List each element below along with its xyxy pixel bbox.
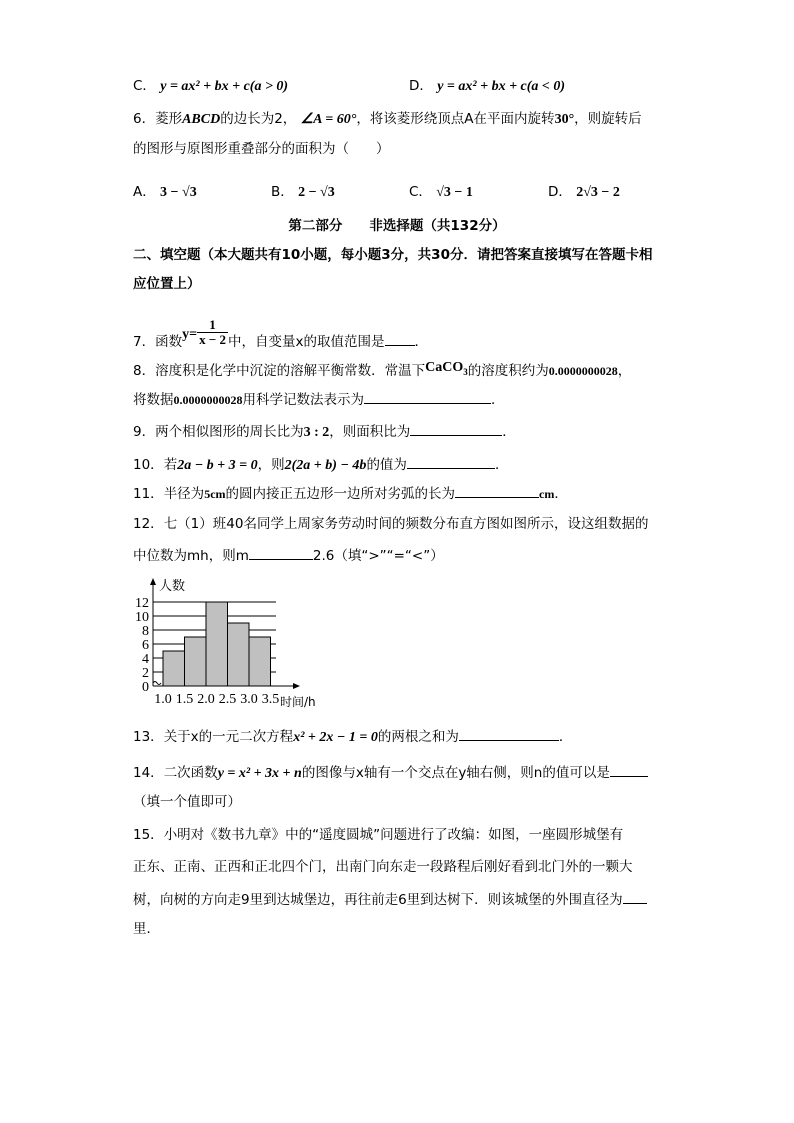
number-value: 0.0000000028 [548,364,618,378]
text: ． [558,729,573,745]
text: 的值为 [366,457,407,473]
option-label: D． [409,78,433,94]
y-tick-label: 0 [142,680,149,695]
chemical-formula [425,360,468,375]
question-9 [133,421,516,442]
question-10 [133,454,508,475]
answer-blank[interactable] [249,545,313,560]
axis-break-mark [153,682,161,685]
question-15-line3 [133,889,647,909]
option-label: C． [409,184,432,200]
chem-text: CaCO [425,360,464,375]
question-number: 10． [133,457,164,473]
radius: 5cm [204,487,226,501]
text: ，则面积比为 [329,424,411,440]
answer-blank[interactable] [623,889,647,904]
rotation-angle: 30° [554,112,575,127]
y-tick-label: 2 [142,666,149,681]
text: 半径为 [163,486,205,502]
text: 的溶度积约为 [467,363,549,379]
text: ， [617,363,632,379]
option-expr: 2 − √3 [298,185,335,200]
q6-option-a [133,180,197,201]
y-tick-label: 10 [135,610,149,625]
text: ，则 [257,457,285,473]
unit: cm [539,487,555,501]
text: 用科学记数法表示为 [242,392,364,408]
shape-name: ABCD [182,112,221,127]
question-12-line1 [133,515,648,533]
text: 小明对《数书九章》中的“遥度圆城”问题进行了改编：如图，一座圆形城堡有 [163,827,624,843]
question-11 [133,483,568,503]
option-expr: 3 − √3 [160,185,197,200]
y-tick-label: 8 [142,624,149,639]
answer-blank[interactable] [364,389,491,404]
x-tick-label: 3.0 [240,692,258,707]
text: ． [502,424,516,440]
answer-blank[interactable] [610,762,648,777]
x-axis-label: 时间/h [280,695,316,709]
option-expr: √3 − 1 [436,185,473,200]
equation: y = x² + 3x + n [217,766,302,781]
text: 中，自变量x的取值范围是 [228,334,385,350]
question-15-line2: 正东、正南、正西和正北四个门，出南门向东走一段路程后刚好看到北门外的一颗大 [133,859,633,875]
question-number: 7． [133,334,156,350]
text: ，则旋转后 [574,111,642,127]
text: 中位数为mh，则m [133,548,249,564]
histogram-bar [249,637,271,686]
y-equals: y= [182,327,198,342]
question-15-line4: 里． [133,921,160,937]
text: 的图像与x轴有一个交点在y轴右侧，则n的值可以是 [301,765,610,781]
y-tick-label: 6 [142,638,149,653]
question-8-line1 [133,359,631,381]
equation: 2a − b + 3 = 0 [177,458,258,473]
answer-blank[interactable] [410,421,502,436]
question-number: 8． [133,363,156,379]
y-tick-label: 4 [142,652,149,667]
x-axis-arrow [293,683,300,689]
histogram-bar [228,623,250,686]
x-tick-label: 1.5 [175,692,194,707]
option-expr: y = ax² + bx + c(a > 0) [160,79,289,94]
text: 2.6（填“>”“=“<”） [312,548,444,564]
text: ，将该菱形绕顶点A在平面内旋转 [356,111,555,127]
question-number: 6． [133,111,156,127]
section2-heading-line2: 应位置上） [133,276,201,292]
question-number: 12． [133,516,164,532]
text: 关于x的一元二次方程 [163,729,294,745]
histogram-bar [163,651,185,686]
histogram-bar [185,637,207,686]
question-number: 15． [133,827,164,843]
question-number: 11． [133,486,164,502]
q6-option-d [548,180,620,201]
q5-option-d [409,74,565,95]
question-7 [133,318,428,351]
question-13 [133,726,572,747]
text: 溶度积是化学中沉淀的溶解平衡常数．常温下 [155,363,426,379]
answer-blank[interactable] [407,454,495,469]
number-value: 0.0000000028 [173,393,243,407]
y-tick-label: 12 [135,596,149,611]
question-14-line1 [133,762,648,783]
part2-title: 第二部分 非选择题（共132分） [288,218,506,234]
x-tick-label: 3.5 [261,692,280,707]
q6-option-b [271,180,335,201]
histogram-chart [125,572,335,712]
question-6-line1 [133,110,642,129]
text: ． [494,457,509,473]
text: 树，向树的方向走9里到达城堡边，再往前走6里到达树下．则该城堡的外围直径为 [133,892,623,908]
text: 函数 [155,334,183,350]
y-axis-label: 人数 [159,579,186,594]
question-6-line2: 的图形与原图形重叠部分的面积为（ ） [133,141,390,157]
chem-subscript: 3 [463,366,468,377]
text: 的两根之和为 [377,729,459,745]
x-tick-label: 1.0 [154,692,172,707]
fraction [197,318,228,347]
q6-option-c [409,180,473,201]
option-label: C． [133,78,156,94]
numerator: 1 [197,318,228,333]
option-label: B． [271,184,294,200]
q5-option-c [133,74,288,95]
text: 两个相似图形的周长比为 [155,424,304,440]
text: ． [414,334,428,350]
text: ． [491,392,505,408]
histogram-bar [206,602,228,686]
text: 若 [163,457,178,473]
option-label: D． [548,184,572,200]
angle-expr: ∠A = 60° [300,112,357,127]
section2-heading-line1: 二、填空题（本大题共有10小题，每小题3分，共30分．请把答案直接填写在答题卡相 [133,247,653,263]
text: 二次函数 [163,765,218,781]
ratio: 3 : 2 [303,425,330,440]
question-8-line2 [133,389,505,409]
question-number: 14． [133,765,164,781]
option-expr: 2√3 − 2 [576,185,620,200]
text: 菱形 [155,111,183,127]
answer-blank[interactable] [385,331,415,346]
option-label: A． [133,184,156,200]
question-12-line2 [133,545,444,565]
equation: x² + 2x − 1 = 0 [293,730,378,745]
text: 的边长为2， [220,111,297,127]
expression: 2(2a + b) − 4b [284,458,367,473]
question-number: 9． [133,424,156,440]
text: 七（1）班40名同学上周家务劳动时间的频数分布直方图如图所示，设这组数据的 [163,516,649,532]
question-14-line2: （填一个值即可） [133,794,241,810]
option-expr: y = ax² + bx + c(a < 0) [437,79,566,94]
question-15-line1 [133,826,623,844]
y-axis-arrow [150,578,156,585]
x-tick-label: 2.0 [197,692,215,707]
text: 的圆内接正五边形一边所对劣弧的长为 [225,486,456,502]
x-tick-label: 2.5 [218,692,237,707]
denominator: x − 2 [199,332,226,347]
answer-blank[interactable] [459,726,559,741]
text: ． [554,486,568,502]
question-number: 13． [133,729,164,745]
text: 将数据 [133,392,174,408]
answer-blank[interactable] [455,483,539,498]
